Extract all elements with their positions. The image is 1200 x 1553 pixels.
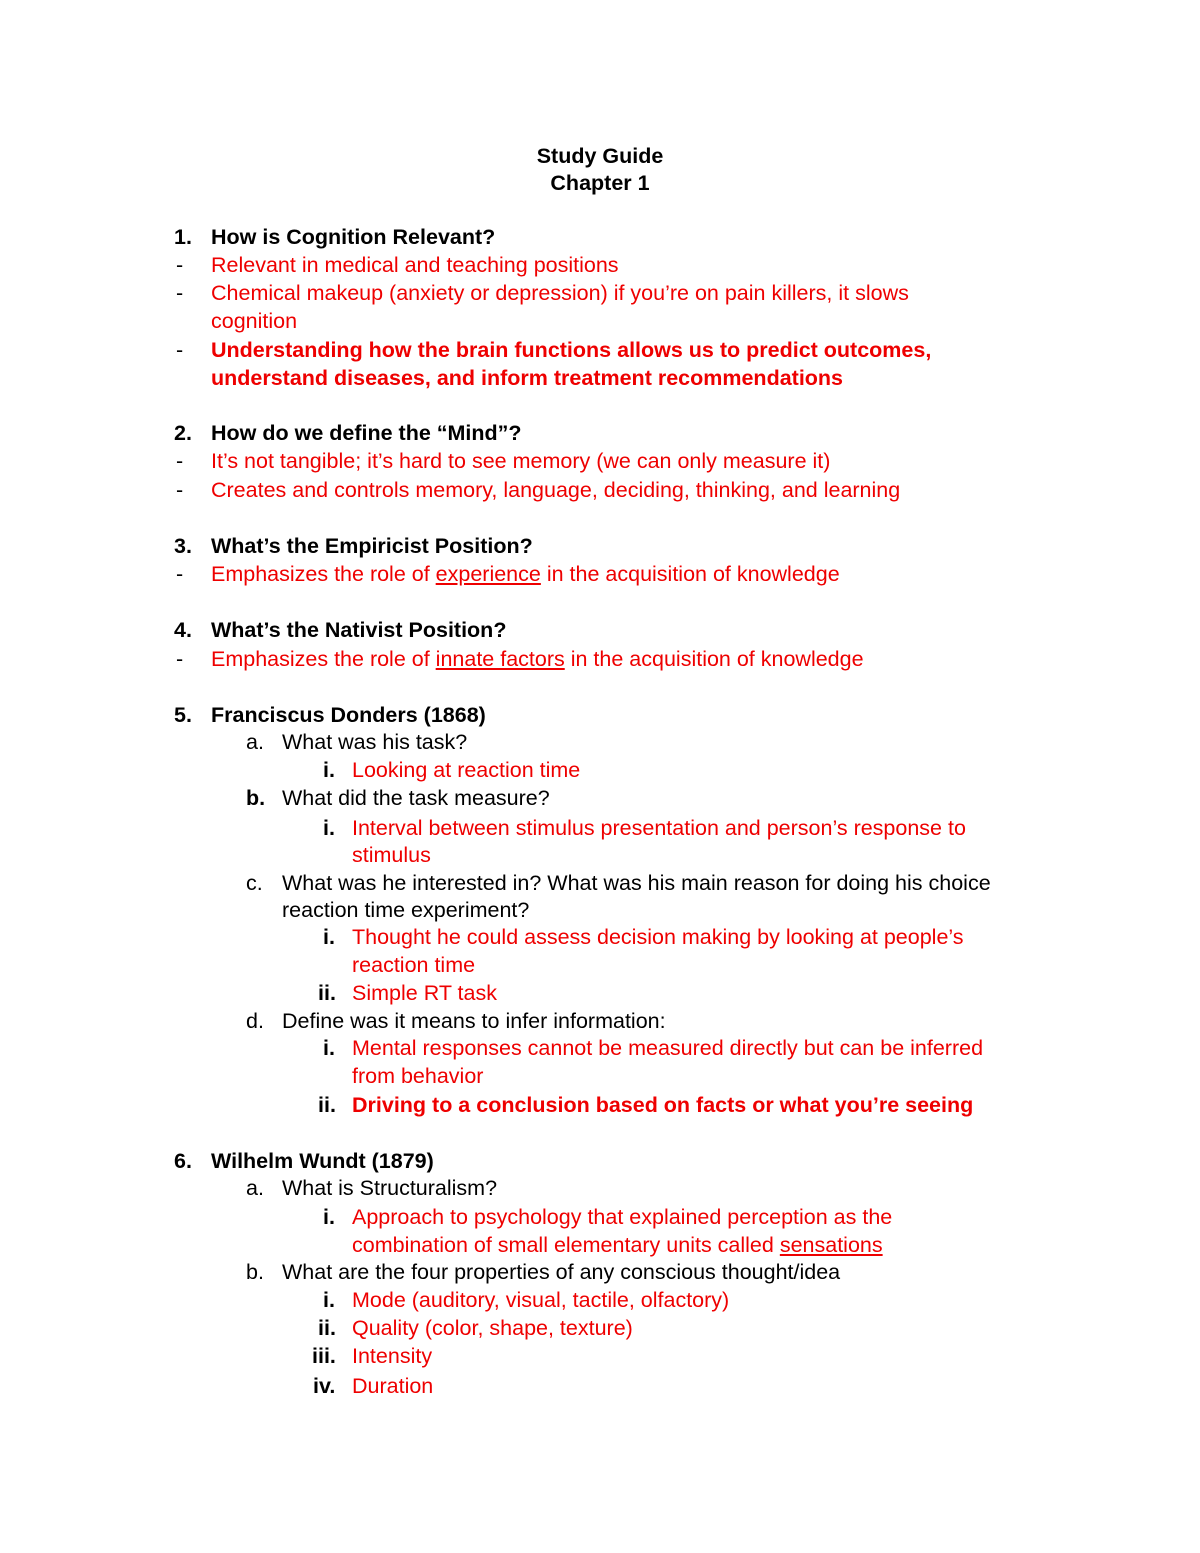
q5-b-i-answer: Interval between stimulus presentation and person’s response to <box>352 816 966 840</box>
bullet-dash: - <box>176 253 184 277</box>
q4-question: What’s the Nativist Position? <box>211 618 507 642</box>
q5-d-i-answer-cont: from behavior <box>352 1064 484 1088</box>
q6-b-i-answer: Mode (auditory, visual, tactile, olfactory) <box>352 1288 730 1312</box>
q6-b-iii-answer: Intensity <box>352 1344 433 1368</box>
q6-b-ii-answer: Quality (color, shape, texture) <box>352 1316 633 1340</box>
q5-c-i-answer: Thought he could assess decision making by looking at people’s <box>352 925 964 949</box>
q5-d-ii-answer: Driving to a conclusion based on facts or what you’re seeing <box>352 1093 974 1117</box>
q4-number: 4. <box>174 618 192 642</box>
q2-answer-2: Creates and controls memory, language, deciding, thinking, and learning <box>211 478 901 502</box>
q5-number: 5. <box>174 703 192 727</box>
q3-number: 3. <box>174 534 192 558</box>
q5-b-marker: b. <box>246 786 266 810</box>
q3-answer-1: Emphasizes the role of experience in the acquisition of knowledge <box>211 562 840 586</box>
page-title: Study Guide <box>536 144 664 168</box>
q6-b-i-marker: i. <box>323 1288 335 1312</box>
q6-a-i-answer-cont: combination of small elementary units called sensations <box>352 1233 883 1257</box>
q1-answer-3: Understanding how the brain functions allows us to predict outcomes, <box>211 338 932 362</box>
bullet-dash: - <box>176 562 184 586</box>
q6-b-iv-marker: iv. <box>313 1374 336 1398</box>
q5-c-i-answer-cont: reaction time <box>352 953 476 977</box>
q5-c-ii-marker: ii. <box>318 981 336 1005</box>
q5-c-i-marker: i. <box>323 925 335 949</box>
underlined-term: experience <box>435 562 541 586</box>
q5-question: Franciscus Donders (1868) <box>211 703 486 727</box>
underlined-term: innate factors <box>435 647 565 671</box>
q5-c-marker: c. <box>246 871 263 895</box>
q2-question: How do we define the “Mind”? <box>211 421 522 445</box>
q1-number: 1. <box>174 225 192 249</box>
q2-answer-1: It’s not tangible; it’s hard to see memory (we can only measure it) <box>211 449 831 473</box>
q6-a-marker: a. <box>246 1176 264 1200</box>
q5-d-ii-marker: ii. <box>318 1093 336 1117</box>
q6-a-text: What is Structuralism? <box>282 1176 498 1200</box>
q6-b-iv-answer: Duration <box>352 1374 434 1398</box>
underlined-term: sensations <box>779 1233 883 1257</box>
page-subtitle: Chapter 1 <box>550 171 650 195</box>
q5-a-marker: a. <box>246 730 264 754</box>
q6-b-iii-marker: iii. <box>312 1344 336 1368</box>
bullet-dash: - <box>176 478 184 502</box>
q6-a-i-answer: Approach to psychology that explained perception as the <box>352 1205 893 1229</box>
q2-number: 2. <box>174 421 192 445</box>
q5-d-i-marker: i. <box>323 1036 335 1060</box>
q5-c-text: What was he interested in? What was his main reason for doing his choice <box>282 871 991 895</box>
q1-answer-1: Relevant in medical and teaching positions <box>211 253 619 277</box>
q6-b-marker: b. <box>246 1260 264 1284</box>
q5-c-ii-answer: Simple RT task <box>352 981 497 1005</box>
q5-d-text: Define was it means to infer information: <box>282 1009 666 1033</box>
q5-d-marker: d. <box>246 1009 264 1033</box>
q5-b-i-answer-cont: stimulus <box>352 843 431 867</box>
bullet-dash: - <box>176 338 184 362</box>
q1-answer-2: Chemical makeup (anxiety or depression) if you’re on pain killers, it slows <box>211 281 909 305</box>
q5-a-i-answer: Looking at reaction time <box>352 758 581 782</box>
q6-b-ii-marker: ii. <box>318 1316 336 1340</box>
q3-question: What’s the Empiricist Position? <box>211 534 533 558</box>
q6-a-i-marker: i. <box>323 1205 335 1229</box>
q6-number: 6. <box>174 1149 192 1173</box>
q5-b-text: What did the task measure? <box>282 786 550 810</box>
q1-question: How is Cognition Relevant? <box>211 225 496 249</box>
q1-answer-3-cont: understand diseases, and inform treatment recommendations <box>211 366 844 390</box>
q6-question: Wilhelm Wundt (1879) <box>211 1149 434 1173</box>
q4-answer-1: Emphasizes the role of innate factors in the acquisition of knowledge <box>211 647 864 671</box>
q6-b-text: What are the four properties of any conscious thought/idea <box>282 1260 841 1284</box>
q5-a-text: What was his task? <box>282 730 468 754</box>
q5-a-i-marker: i. <box>323 758 335 782</box>
q5-b-i-marker: i. <box>323 816 335 840</box>
bullet-dash: - <box>176 647 184 671</box>
q5-c-text-cont: reaction time experiment? <box>282 898 530 922</box>
bullet-dash: - <box>176 281 184 305</box>
q5-d-i-answer: Mental responses cannot be measured directly but can be inferred <box>352 1036 984 1060</box>
q1-answer-2-cont: cognition <box>211 309 298 333</box>
bullet-dash: - <box>176 449 184 473</box>
